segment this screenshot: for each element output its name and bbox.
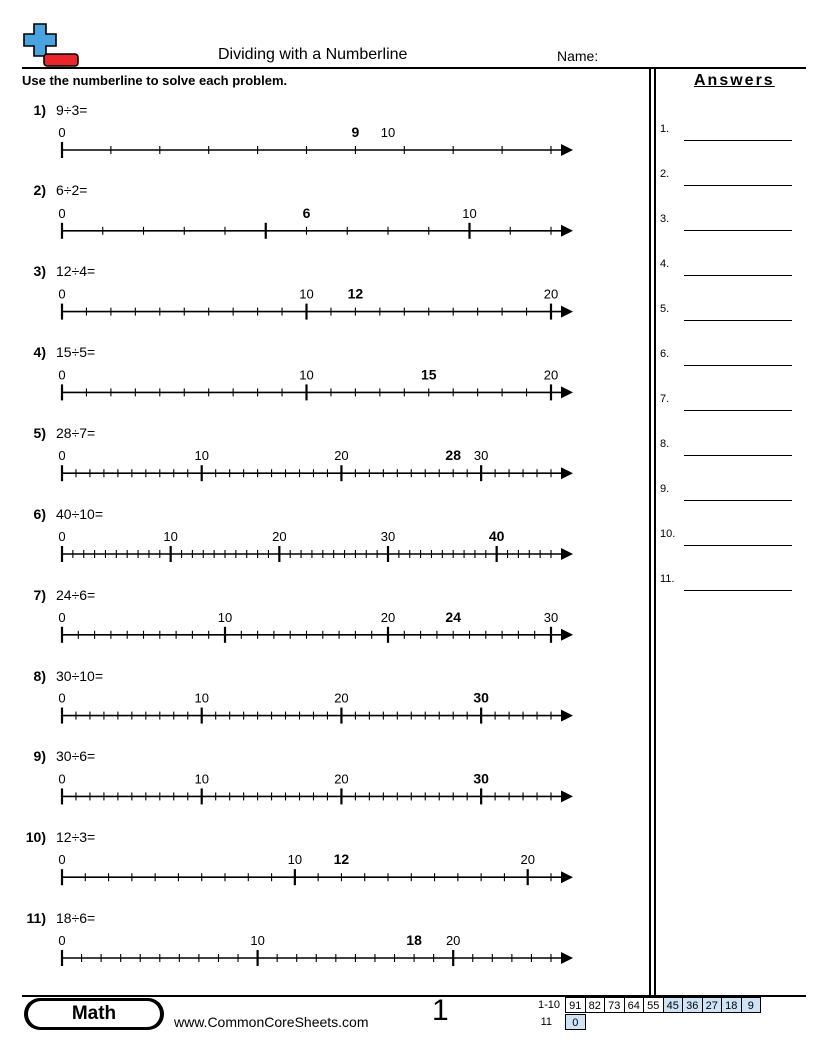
- answer-row-7: [660, 391, 792, 411]
- numberline-tick-label: 0: [58, 771, 66, 787]
- answer-blank[interactable]: [684, 590, 792, 591]
- numberline-tick-label: 20: [380, 609, 396, 625]
- name-label: Name:: [557, 48, 599, 64]
- answer-number: 3.: [660, 213, 670, 225]
- score-key-row1-label: 1-10: [537, 999, 560, 1011]
- numberline-tick-label: 10: [217, 609, 233, 625]
- numberline-tick-label: 0: [58, 367, 66, 383]
- problem-expression: 6÷2=: [56, 182, 88, 198]
- score-key-cell: 64: [624, 997, 645, 1013]
- numberline-arrow: [561, 710, 573, 722]
- numberline-tick-label: 0: [58, 933, 66, 948]
- numberline-tick-label: 0: [58, 852, 66, 868]
- numberline-target-label: 12: [347, 285, 364, 302]
- answer-row-10: [660, 526, 792, 546]
- answer-number: 8.: [660, 438, 670, 450]
- numberline-arrow: [561, 629, 573, 641]
- problem-number: 6): [33, 506, 46, 522]
- instructions: Use the numberline to solve each problem.: [22, 73, 288, 88]
- answer-number: 5.: [660, 303, 670, 315]
- numberline-tick-label: 0: [58, 448, 66, 464]
- numberline-tick-label: 20: [272, 529, 287, 544]
- numberline-arrow: [561, 548, 573, 560]
- numberline-tick-label: 20: [520, 852, 535, 868]
- answer-number: 6.: [660, 348, 670, 360]
- numberline-arrow: [561, 871, 573, 883]
- answer-number: 1.: [660, 123, 670, 135]
- score-key-cell: 36: [682, 997, 703, 1013]
- numberline-tick-label: 0: [58, 609, 66, 625]
- answer-row-5: [660, 301, 792, 321]
- numberline-tick-label: 20: [445, 933, 461, 948]
- subject-badge: [24, 998, 164, 1030]
- numberline-tick-label: 10: [287, 852, 303, 868]
- problem-expression: 40÷10=: [56, 506, 104, 522]
- numberline-target-label: 12: [333, 851, 350, 868]
- answer-number: 7.: [660, 393, 670, 405]
- numberline-tick-label: 10: [299, 286, 314, 302]
- numberline-tick-label: 0: [58, 690, 66, 706]
- problem-expression: 12÷4=: [56, 263, 96, 279]
- score-key-cell: 9: [741, 997, 762, 1013]
- answer-blank[interactable]: [684, 275, 792, 276]
- numberline-target-label: 24: [445, 608, 461, 625]
- numberline-arrow: [561, 467, 573, 479]
- answer-blank[interactable]: [684, 365, 792, 366]
- numberline-target-label: 30: [473, 689, 489, 706]
- answer-blank[interactable]: [684, 230, 792, 231]
- answer-blank[interactable]: [684, 455, 792, 456]
- page-number: 1: [432, 994, 449, 1027]
- numberline-tick-label: 10: [299, 367, 314, 383]
- numberline-tick-label: 10: [380, 125, 396, 140]
- score-key-cell: 27: [702, 997, 723, 1013]
- numberline-arrow: [561, 790, 573, 802]
- numberline-tick-label: 10: [462, 205, 477, 221]
- column-divider: [649, 68, 656, 995]
- numberline-arrow: [561, 306, 573, 318]
- numberline-target-label: 6: [302, 204, 311, 221]
- problem-number: 7): [33, 587, 46, 603]
- numberline-tick-label: 30: [380, 529, 396, 544]
- numberline-target-label: 28: [445, 447, 461, 464]
- answer-number: 11.: [660, 573, 675, 585]
- answer-blank[interactable]: [684, 140, 792, 141]
- answer-blank[interactable]: [684, 320, 792, 321]
- numberline-tick-label: 20: [334, 771, 349, 787]
- numberline-arrow: [561, 952, 573, 964]
- numberline-tick-label: 0: [58, 529, 66, 544]
- numberline-tick-label: 10: [250, 933, 265, 948]
- problem-expression: 9÷3=: [56, 102, 88, 118]
- numberline-arrow: [561, 225, 573, 237]
- problem-expression: 30÷6=: [56, 748, 96, 764]
- numberline-tick-label: 30: [473, 448, 489, 464]
- numberline-target-label: 30: [473, 770, 489, 787]
- answer-number: 9.: [660, 483, 670, 495]
- problem-number: 4): [33, 344, 46, 360]
- answer-row-2: [660, 166, 792, 186]
- numberline-tick-label: 0: [58, 205, 66, 221]
- problem-number: 3): [33, 263, 46, 279]
- answer-blank[interactable]: [684, 185, 792, 186]
- answer-blank[interactable]: [684, 500, 792, 501]
- score-key-cell: 73: [604, 997, 625, 1013]
- numberline-arrow: [561, 144, 573, 156]
- problem-number: 11): [26, 910, 46, 926]
- numberline-tick-label: 10: [163, 529, 178, 544]
- answer-row-11: [660, 571, 792, 591]
- answer-number: 2.: [660, 168, 670, 180]
- problem-expression: 18÷6=: [56, 910, 96, 926]
- problem-number: 5): [33, 425, 46, 441]
- answer-number: 10.: [660, 528, 676, 540]
- problem-number: 10): [25, 829, 46, 845]
- answers-title: Answers: [694, 72, 775, 89]
- problem-expression: 28÷7=: [56, 425, 96, 441]
- score-key-row2-label: 11: [540, 1016, 552, 1028]
- numberline-tick-label: 0: [58, 125, 66, 140]
- numberline-arrow: [561, 386, 573, 398]
- problem-number: 8): [33, 668, 46, 684]
- numberline-tick-label: 10: [194, 771, 209, 787]
- numberline-target-label: 18: [406, 932, 422, 948]
- score-key-cell: 82: [585, 997, 606, 1013]
- numberline-tick-label: 20: [543, 367, 559, 383]
- worksheet-title: Dividing with a Numberline: [218, 46, 408, 63]
- answer-row-3: [660, 211, 792, 231]
- numberline-tick-label: 10: [194, 448, 209, 464]
- score-key-cell: 0: [565, 1014, 586, 1030]
- numberline-tick-label: 10: [194, 690, 209, 706]
- problem-number: 1): [33, 102, 46, 118]
- subject-label: Math: [28, 1001, 160, 1027]
- score-key-cell: 55: [643, 997, 664, 1013]
- numberline-tick-label: 0: [58, 286, 66, 302]
- answer-row-4: [660, 256, 792, 276]
- answer-blank[interactable]: [684, 410, 792, 411]
- numberline-tick-label: 20: [543, 286, 559, 302]
- numberline-target-label: 15: [420, 366, 437, 383]
- problem-number: 2): [33, 182, 46, 198]
- website-link[interactable]: www.CommonCoreSheets.com: [174, 1014, 369, 1030]
- answer-blank[interactable]: [684, 545, 792, 546]
- score-key-cell: 91: [565, 997, 586, 1013]
- problem-expression: 15÷5=: [56, 344, 96, 360]
- answer-number: 4.: [660, 258, 670, 270]
- numberline-tick-label: 30: [543, 609, 559, 625]
- answer-row-6: [660, 346, 792, 366]
- numberline-tick-label: 20: [334, 690, 349, 706]
- score-key-cell: 45: [663, 997, 684, 1013]
- numberline-tick-label: 20: [334, 448, 349, 464]
- answer-row-1: [660, 121, 792, 141]
- problem-expression: 30÷10=: [56, 668, 104, 684]
- problem-expression: 24÷6=: [56, 587, 96, 603]
- answer-row-9: [660, 481, 792, 501]
- score-key-cell: 18: [721, 997, 742, 1013]
- numberline-target-label: 40: [488, 528, 505, 544]
- answer-row-8: [660, 436, 792, 456]
- numberline-target-label: 9: [351, 124, 360, 140]
- problem-expression: 12÷3=: [56, 829, 96, 845]
- problem-number: 9): [33, 748, 46, 764]
